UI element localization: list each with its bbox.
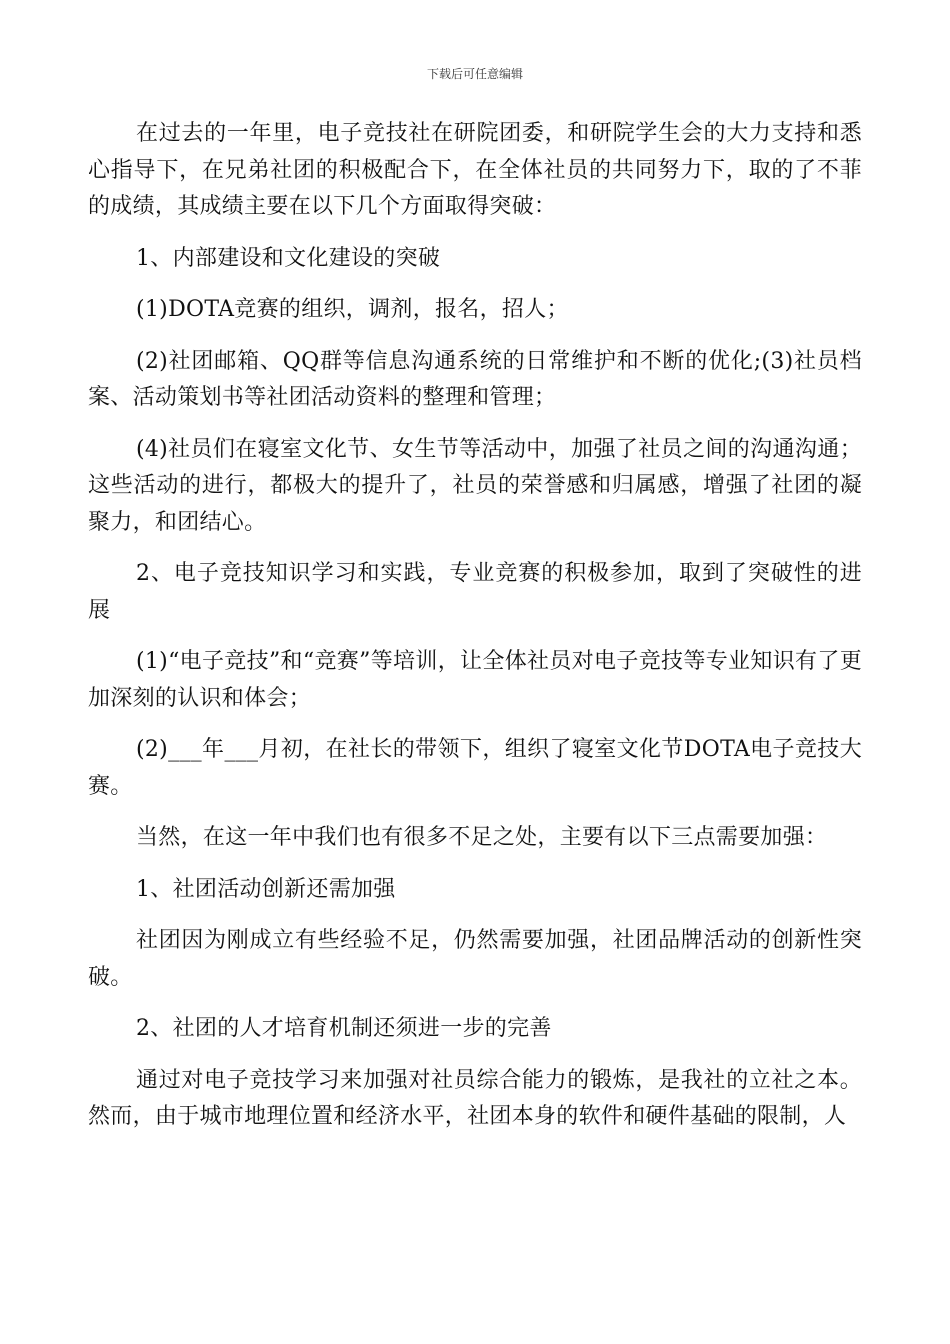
paragraph-shortcomings: 当然，在这一年中我们也有很多不足之处，主要有以下三点需要加强： (136, 825, 828, 850)
heading-esports-learning: 2、电子竞技知识学习和实践，专业竞赛的积极参加，取到了突破性的进展 (88, 561, 862, 623)
list-item-training: (1)“电子竞技”和“竞赛”等培训，让全体社员对电子竞技等专业知识有了更加深刻的认识和体会； (88, 649, 862, 711)
page-header: 下载后可任意编辑 (426, 67, 523, 81)
heading-internal-building: 1、内部建设和文化建设的突破 (136, 245, 441, 271)
heading-innovation: 1、社团活动创新还需加强 (136, 876, 396, 902)
list-item-communication-systems: (2)社团邮箱、QQ群等信息沟通系统的日常维护和不断的优化;(3)社员档案、活动策划书等社团活动资料的整理和管理； (88, 348, 862, 410)
heading-talent-cultivation: 2、社团的人才培育机制还须进一步的完善 (136, 1016, 552, 1041)
document-body (88, 116, 862, 1136)
paragraph-intro: 在过去的一年里，电子竞技社在研院团委，和研院学生会的大力支持和悉心指导下，在兄弟社团的积极配合下，在全体社员的共同努力下，取的了不菲的成绩，其成绩主要在以下几个方面取得突破： (88, 121, 862, 219)
list-item-member-activities: (4)社员们在寝室文化节、女生节等活动中，加强了社员之间的沟通沟通；这些活动的进行，都极大的提升了，社员的荣誉感和归属感，增强了社团的凝聚力，和团结心。 (88, 436, 862, 535)
paragraph-talent-cultivation: 通过对电子竞技学习来加强对社员综合能力的锻炼，是我社的立社之本。然而，由于城市地理位置和经济水平，社团本身的软件和硬件基础的限制，人 (88, 1067, 862, 1129)
list-item-dota-competition: (2)___年___月初，在社长的带领下，组织了寝室文化节DOTA电子竞技大赛。 (88, 737, 862, 799)
list-item-dota-organization: (1)DOTA竞赛的组织，调剂，报名，招人； (136, 297, 569, 322)
paragraph-innovation: 社团因为刚成立有些经验不足，仍然需要加强，社团品牌活动的创新性突破。 (88, 928, 862, 990)
